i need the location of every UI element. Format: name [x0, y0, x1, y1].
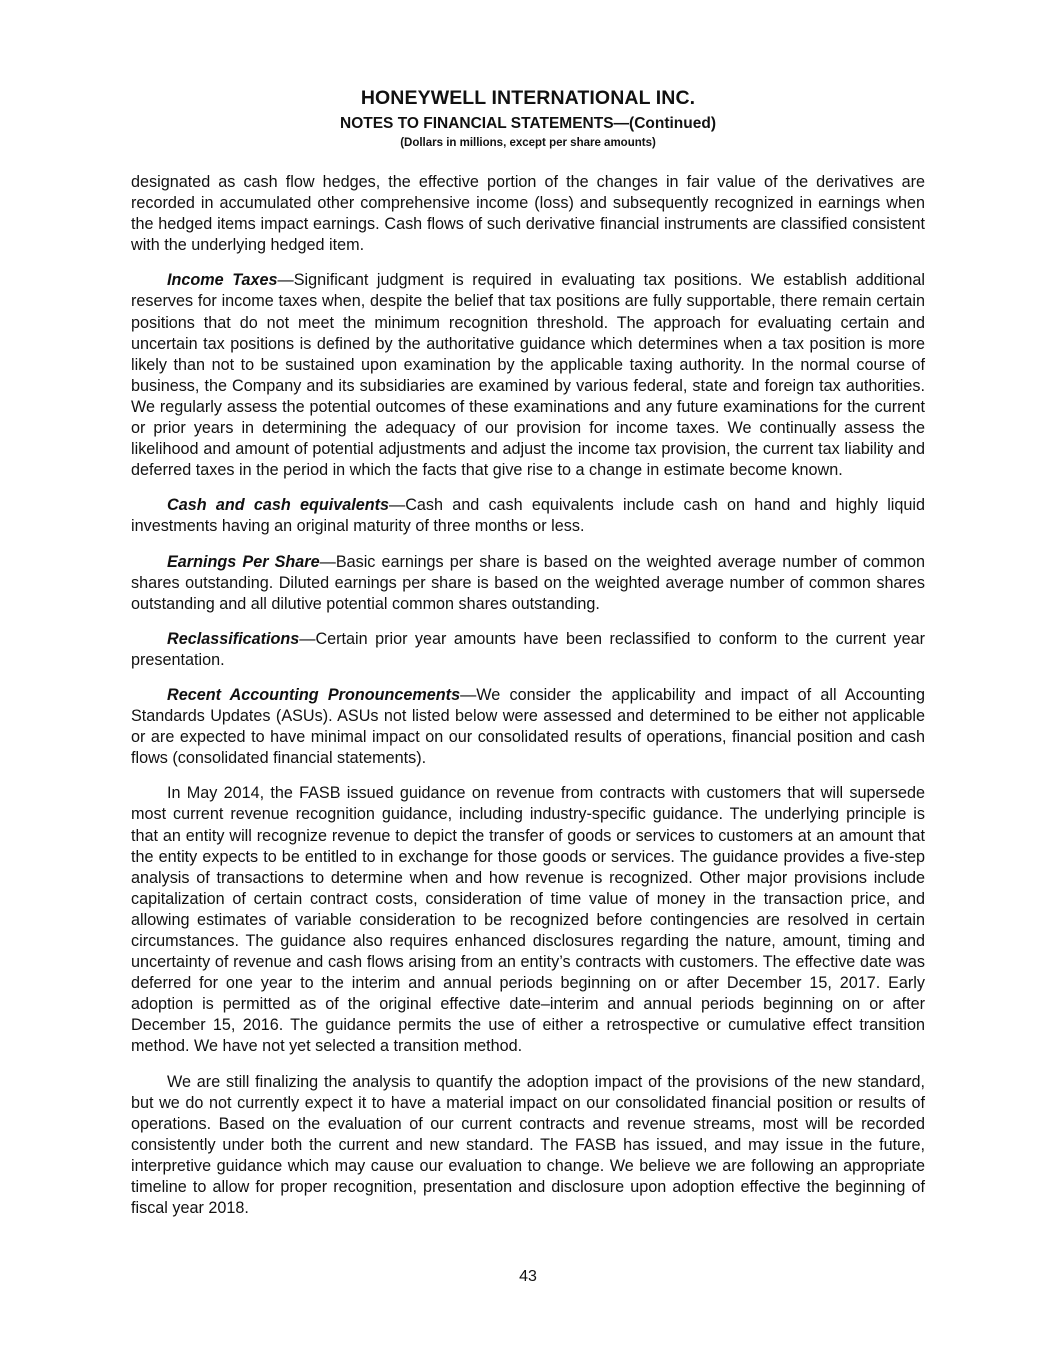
income-taxes-text: —Significant judgment is required in evaluating tax positions. We establish additional reserves for income taxes when, despite the belief that tax positions are fully supportable, there remain certain positions that do not meet the minimum recognition threshold. The approach for evaluating certain and uncertain tax positions is defined by the authoritative guidance which determines when a tax position is more likely than not to be sustained upon examination by the applicable taxing authority. In the normal course of business, the Company and its subsidiaries are examined by various federal, state and foreign tax authorities. We regularly assess the potential outcomes of these examinations and any future examinations for the current or prior years in determining the adequacy of our provision for income taxes. We continually assess the likelihood and amount of potential adjustments and adjust the income tax provision, the current tax liability and deferred taxes in the period in which the facts that give rise to a change in estimate become known.	[131, 271, 925, 480]
company-name: HONEYWELL INTERNATIONAL INC.	[360, 87, 696, 109]
finalizing-analysis-paragraph: We are still finalizing the analysis to quantify the adoption impact of the provisions of the new standard, but we do not currently expect it to have a material impact on our consolidated financial position or results of operations. Based on the evaluation of our current contracts and revenue streams, most will be recorded consistently under both the current and new standard. The FASB has issued, and may issue in the future, interpretive guidance which may cause our evaluation to change. We believe we are following an appropriate timeline to allow for proper recognition, presentation and disclosure upon adoption effective the beginning of fiscal year 2018.	[131, 1072, 925, 1218]
cash-heading: Cash and cash equivalents	[167, 496, 390, 515]
recent-pronouncements-heading: Recent Accounting Pronouncements	[167, 685, 461, 704]
reclassifications-text: —Certain prior year amounts have been reclassified to conform to the current year presentation.	[131, 629, 925, 669]
reclassifications-heading: Reclassifications	[167, 629, 300, 648]
eps-heading: Earnings Per Share	[167, 552, 320, 571]
notes-title: NOTES TO FINANCIAL STATEMENTS—(Continued)	[340, 115, 716, 132]
recent-pronouncements-text: —We consider the applicability and impact of all Accounting Standards Updates (ASUs). ASUs not listed below were assessed and determined to be either not applicable or are expected to have minimal impact on our consolidated results of operations, financial position and cash flows (consolidated financial statements).	[131, 685, 925, 768]
cash-paragraph	[131, 495, 925, 537]
eps-text: —Basic earnings per share is based on the weighted average number of common shares outstanding. Diluted earnings per share is based on the weighted average number of common shares outstanding and all dilutive potential common shares outstanding.	[131, 552, 925, 613]
units-note: (Dollars in millions, except per share amounts)	[400, 137, 656, 149]
page-header	[0, 86, 1056, 151]
recent-pronouncements-paragraph	[131, 685, 925, 769]
cash-text: —Cash and cash equivalents include cash on hand and highly liquid investments having an original maturity of three months or less.	[131, 496, 925, 536]
revenue-guidance-paragraph: In May 2014, the FASB issued guidance on revenue from contracts with customers that will supersede most current revenue recognition guidance, including industry-specific guidance. The underlying principle is that an entity will recognize revenue to depict the transfer of goods or services to customers at an amount that the entity expects to be entitled to in exchange for those goods or services. The guidance provides a five-step analysis of transactions to determine when and how revenue is recognized. Other major provisions include capitalization of certain contract costs, consideration of time value of money in the transaction price, and allowing estimates of variable consideration to be recognized before contingencies are resolved in certain circumstances. The guidance also requires enhanced disclosures regarding the nature, amount, timing and uncertainty of revenue and cash flows arising from an entity’s contracts with customers. The effective date was deferred for one year to the interim and annual periods beginning on or after December 15, 2017. Early adoption is permitted as of the original effective date–interim and annual periods beginning on or after December 15, 2016. The guidance permits the use of either a retrospective or cumulative effect transition method. We have not yet selected a transition method.	[131, 784, 925, 1056]
continuation-paragraph: designated as cash flow hedges, the effective portion of the changes in fair value of the derivatives are recorded in accumulated other comprehensive income (loss) and subsequently recognized in earnings when the hedged items impact earnings. Cash flows of such derivative financial instruments are classified consistent with the underlying hedged item.	[131, 173, 925, 255]
income-taxes-heading: Income Taxes	[167, 271, 278, 290]
page-number: 43	[519, 1268, 537, 1285]
document-body	[131, 172, 925, 1233]
reclassifications-paragraph	[131, 629, 925, 671]
eps-paragraph	[131, 552, 925, 615]
income-taxes-paragraph	[131, 270, 925, 481]
